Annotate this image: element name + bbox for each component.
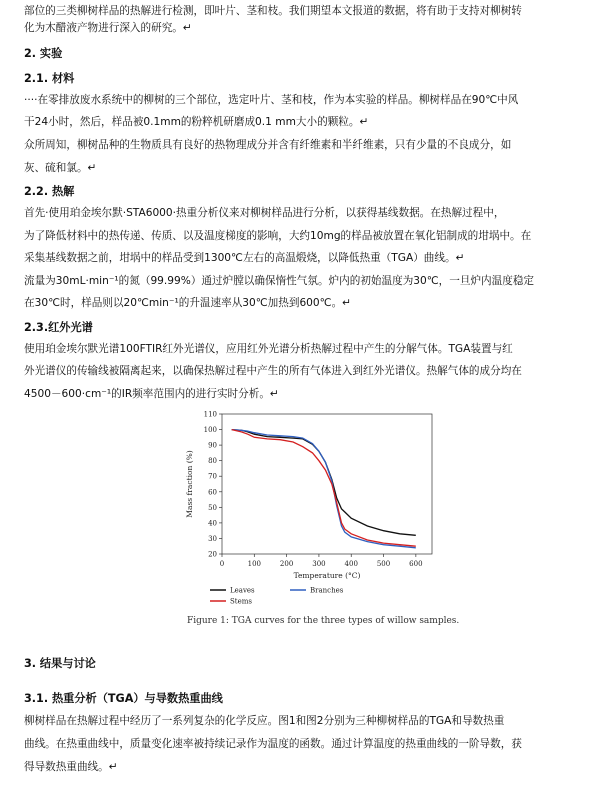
x-tick-label: 200	[279, 560, 294, 568]
series-line-leaves	[232, 430, 416, 536]
y-tick-label: 90	[208, 441, 217, 450]
y-tick-label: 50	[208, 503, 217, 512]
body-line: 在30℃时，样品则以20℃min⁻¹的升温速率从30℃加热到600℃。↵	[24, 297, 352, 309]
x-axis-label: Temperature (°C)	[293, 571, 361, 580]
body-line: 干24小时，然后，样品被0.1mm的粉粹机研磨成0.1 mm大小的颗粒。↵	[24, 116, 369, 128]
subsection-heading-pyrolysis: 2.2. 热解	[24, 185, 75, 198]
y-axis-label: Mass fraction (%)	[185, 450, 194, 518]
body-line: 部位的三类柳树样品的热解进行检测，即叶片、茎和枝。我们期望本文报道的数据，将有助于支持对柳树转	[24, 5, 522, 17]
x-tick-label: 300	[312, 560, 326, 568]
plot-frame	[222, 414, 432, 554]
subsection-heading-tga: 3.1. 热重分析（TGA）与导数热重曲线	[24, 692, 223, 705]
x-tick-label: 500	[376, 560, 391, 568]
figure-caption: Figure 1: TGA curves for the three types of willow samples.	[187, 616, 460, 626]
x-tick-label: 100	[247, 560, 261, 568]
body-line: 采集基线数据之前，坩埚中的样品受到1300℃左右的高温煅烧，以降低热重（TGA）曲线。↵	[24, 252, 465, 264]
body-line: 流量为30mL·min⁻¹的氮（99.99%）通过炉膛以确保惰性气氛。炉内的初始温度为30℃，一旦炉内温度稳定	[24, 275, 535, 287]
section-heading-experiment: 2. 实验	[24, 47, 63, 60]
y-tick-label: 110	[203, 410, 217, 419]
y-tick-label: 20	[208, 550, 217, 559]
body-line: 为了降低材料中的热传递、传质、以及温度梯度的影响，大约10mg的样品被放置在氧化铝制成的坩埚中。在	[24, 230, 532, 242]
legend-label: Leaves	[230, 586, 255, 595]
body-line: 化为木醋液产物进行深入的研究。↵	[24, 22, 192, 34]
legend-label: Stems	[230, 597, 252, 606]
y-tick-label: 100	[203, 426, 217, 435]
body-line: 外光谱仪的传输线被隔离起来，以确保热解过程中产生的所有气体进入到红外光谱仪。热解气体的成分均在	[24, 365, 522, 377]
body-line: 使用珀金埃尔默光谱100FTIR红外光谱仪，应用红外光谱分析热解过程中产生的分解气体。TGA装置与红	[24, 343, 513, 355]
x-tick-label: 400	[344, 560, 358, 568]
y-tick-label: 70	[208, 472, 217, 481]
body-line: 众所周知，柳树品种的生物质具有良好的热物理成分并含有纤维素和半纤维素，只有少量的不良成分，如	[24, 139, 512, 151]
y-tick-label: 40	[208, 519, 217, 528]
x-tick-label: 600	[409, 560, 423, 568]
y-tick-label: 80	[208, 457, 217, 466]
tga-chart	[170, 404, 440, 610]
chart-series	[232, 430, 416, 548]
body-line: 首先·使用珀金埃尔默·STA6000·热重分析仪来对柳树样品进行分析，以获得基线数据。在热解过程中，	[24, 207, 505, 219]
body-line: ····在零排放废水系统中的柳树的三个部位，选定叶片、茎和枝，作为本实验的样品。柳树样品在90℃中风	[24, 94, 519, 106]
x-tick-label: 0	[219, 560, 225, 568]
subsection-heading-materials: 2.1. 材料	[24, 72, 75, 85]
body-line: 曲线。在热重曲线中，质量变化速率被持续记录作为温度的函数。通过计算温度的热重曲线的一阶导数，获	[24, 738, 522, 750]
y-tick-label: 30	[208, 534, 217, 543]
chart-legend	[210, 587, 344, 606]
series-line-stems	[232, 430, 416, 547]
series-line-branches	[232, 430, 416, 548]
legend-label: Branches	[310, 586, 344, 595]
subsection-heading-infrared: 2.3.红外光谱	[24, 321, 93, 334]
body-line: 灰、硫和氯。↵	[24, 162, 97, 174]
body-line: 柳树样品在热解过程中经历了一系列复杂的化学反应。图1和图2分别为三种柳树样品的TGA和导数热重	[24, 715, 505, 727]
body-line: 4500－600·cm⁻¹的IR频率范围内的进行实时分析。↵	[24, 388, 279, 400]
y-tick-label: 60	[208, 488, 217, 497]
section-heading-results: 3. 结果与讨论	[24, 657, 96, 670]
chart-axes	[185, 411, 432, 581]
body-line: 得导数热重曲线。↵	[24, 761, 118, 773]
